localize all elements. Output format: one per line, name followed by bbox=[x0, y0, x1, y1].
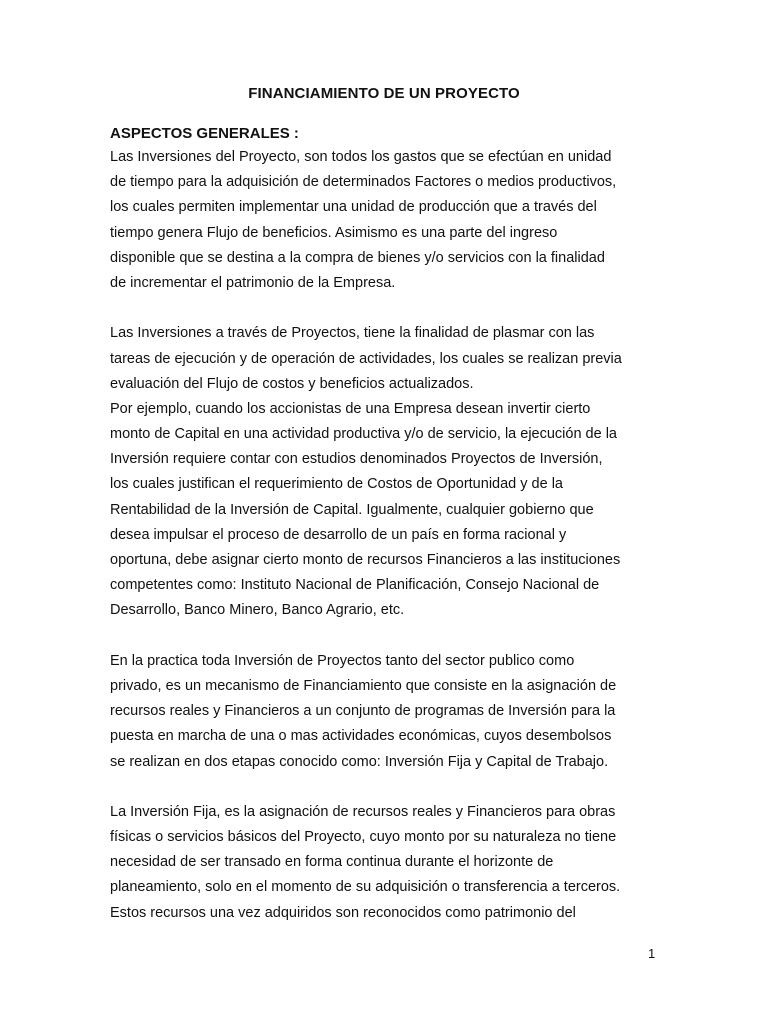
document-body bbox=[110, 123, 670, 926]
text-line: monto de Capital en una actividad productiva y/o de servicio, la ejecución de la bbox=[110, 426, 617, 443]
paragraph-gap bbox=[110, 624, 670, 649]
text-line: los cuales justifican el requerimiento de Costos de Oportunidad y de la bbox=[110, 476, 563, 493]
text-line: puesta en marcha de una o mas actividades económicas, cuyos desembolsos bbox=[110, 728, 612, 745]
text-line: los cuales permiten implementar una unidad de producción que a través del bbox=[110, 199, 597, 216]
text-line: de incrementar el patrimonio de la Empresa. bbox=[110, 274, 396, 291]
text-line: Rentabilidad de la Inversión de Capital. Igualmente, cualquier gobierno que bbox=[110, 501, 594, 518]
text-line: Las Inversiones del Proyecto, son todos los gastos que se efectúan en unidad bbox=[110, 149, 612, 165]
text-line: En la practica toda Inversión de Proyectos tanto del sector publico como bbox=[110, 652, 575, 669]
paragraph bbox=[110, 321, 670, 397]
section-heading: ASPECTOS GENERALES : bbox=[110, 125, 299, 142]
text-line: Estos recursos una vez adquiridos son reconocidos como patrimonio del bbox=[110, 904, 576, 921]
paragraph bbox=[110, 800, 670, 926]
text-line: planeamiento, solo en el momento de su adquisición o transferencia a terceros. bbox=[110, 879, 621, 896]
text-line: tiempo genera Flujo de beneficios. Asimismo es una parte del ingreso bbox=[110, 224, 558, 241]
text-line: Por ejemplo, cuando los accionistas de una Empresa desean invertir cierto bbox=[110, 400, 591, 417]
text-line: disponible que se destina a la compra de bienes y/o servicios con la finalidad bbox=[110, 249, 605, 266]
text-line: oportuna, debe asignar cierto monto de recursos Financieros a las instituciones bbox=[110, 552, 621, 568]
paragraph-gap bbox=[110, 296, 670, 321]
text-line: La Inversión Fija, es la asignación de recursos reales y Financieros para obras bbox=[110, 803, 616, 820]
paragraph bbox=[110, 397, 670, 624]
text-line: evaluación del Flujo de costos y beneficios actualizados. bbox=[110, 375, 474, 392]
text-line: Desarrollo, Banco Minero, Banco Agrario, etc. bbox=[110, 602, 405, 619]
text-line: competentes como: Instituto Nacional de Planificación, Consejo Nacional de bbox=[110, 577, 600, 594]
text-line: tareas de ejecución y de operación de actividades, los cuales se realizan previa bbox=[110, 350, 622, 367]
text-line: Inversión requiere contar con estudios denominados Proyectos de Inversión, bbox=[110, 451, 603, 468]
text-line: se realizan en dos etapas conocido como: Inversión Fija y Capital de Trabajo. bbox=[110, 753, 609, 770]
paragraph bbox=[110, 145, 670, 296]
text-line: físicas o servicios básicos del Proyecto, cuyo monto por su naturaleza no tiene bbox=[110, 829, 617, 846]
paragraph bbox=[110, 649, 670, 775]
text-line: Las Inversiones a través de Proyectos, tiene la finalidad de plasmar con las bbox=[110, 325, 595, 342]
paragraph-gap bbox=[110, 775, 670, 800]
text-line: privado, es un mecanismo de Financiamiento que consiste en la asignación de bbox=[110, 677, 617, 694]
text-line: desea impulsar el proceso de desarrollo de un país en forma racional y bbox=[110, 526, 567, 543]
text-line: recursos reales y Financieros a un conjunto de programas de Inversión para la bbox=[110, 703, 616, 720]
text-line: de tiempo para la adquisición de determinados Factores o medios productivos, bbox=[110, 174, 617, 191]
text-line: necesidad de ser transado en forma continua durante el horizonte de bbox=[110, 854, 554, 871]
document-title: FINANCIAMIENTO DE UN PROYECTO bbox=[248, 85, 520, 102]
page-number: 1 bbox=[648, 946, 656, 961]
